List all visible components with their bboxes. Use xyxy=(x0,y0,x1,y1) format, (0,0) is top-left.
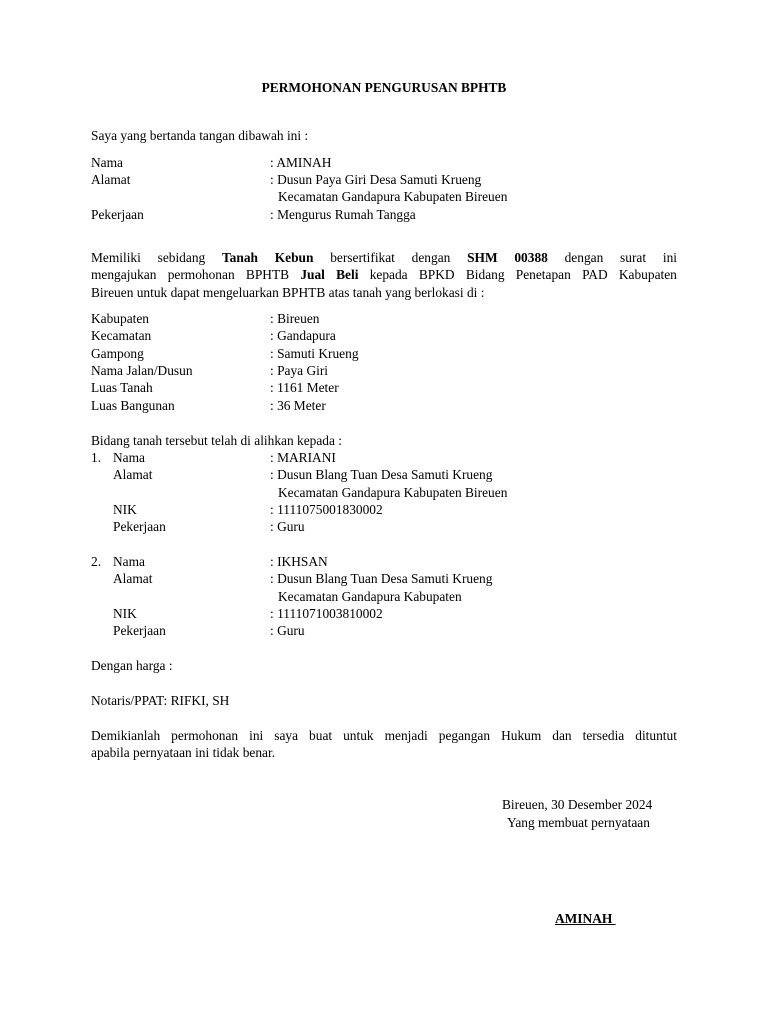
recipient-2-pekerjaan-label: Pekerjaan xyxy=(113,623,166,638)
paragraph-word: BPKD xyxy=(418,267,455,282)
closing-line-2: apabila pernyataan ini tidak benar. xyxy=(91,745,276,760)
kecamatan-value: : Gandapura xyxy=(270,328,336,343)
closing-word: tersedia xyxy=(582,728,625,743)
paragraph-word: Bidang xyxy=(465,267,505,282)
signature-role: Yang membuat pernyataan xyxy=(507,815,650,830)
transfer-intro: Bidang tanah tersebut telah di alihkan kepada : xyxy=(91,433,342,448)
kabupaten-label: Kabupaten xyxy=(91,311,150,326)
recipient-2-nama-value: : IKHSAN xyxy=(270,554,328,569)
document-title: PERMOHONAN PENGURUSAN BPHTB xyxy=(261,80,507,95)
transaction-type-bold: Jual Beli xyxy=(300,267,359,282)
closing-word: menjadi xyxy=(384,728,428,743)
closing-word: ini xyxy=(249,728,264,743)
recipient-1-nama-label: Nama xyxy=(113,450,145,465)
paragraph-word: Penetapan xyxy=(515,267,571,282)
recipient-1-nama-value: : MARIANI xyxy=(270,450,336,465)
closing-word: dan xyxy=(552,728,572,743)
closing-word: permohonan xyxy=(171,728,239,743)
applicant-nama-value: : AMINAH xyxy=(270,155,332,170)
applicant-nama-label: Nama xyxy=(91,155,123,170)
recipient-1-alamat-value-2: Kecamatan Gandapura Kabupaten Bireuen xyxy=(278,485,508,500)
closing-word: buat xyxy=(309,728,333,743)
recipient-2-nama-label: Nama xyxy=(113,554,145,569)
paragraph-line-3: Bireuen untuk dapat mengeluarkan BPHTB atas tanah yang berlokasi di : xyxy=(91,285,485,300)
applicant-alamat-value-2: Kecamatan Gandapura Kabupaten Bireuen xyxy=(278,189,508,204)
closing-word: pegangan xyxy=(438,728,491,743)
paragraph-word: surat xyxy=(620,250,647,265)
recipient-1-alamat-value-1: : Dusun Blang Tuan Desa Samuti Krueng xyxy=(270,467,493,482)
recipient-1-pekerjaan-value: : Guru xyxy=(270,519,305,534)
recipient-1-nik-value: : 1111075001830002 xyxy=(270,502,383,517)
recipient-1-pekerjaan-label: Pekerjaan xyxy=(113,519,166,534)
paragraph-word: mengajukan xyxy=(91,267,157,282)
paragraph-word: kepada xyxy=(369,267,408,282)
recipient-2-pekerjaan-value: : Guru xyxy=(270,623,305,638)
kecamatan-label: Kecamatan xyxy=(91,328,152,343)
paragraph-word: permohonan xyxy=(167,267,235,282)
paragraph-word: BPHTB xyxy=(245,267,290,282)
paragraph-word: sebidang xyxy=(157,250,206,265)
paragraph-word: dengan xyxy=(564,250,604,265)
paragraph-word: dengan xyxy=(411,250,451,265)
closing-word: Hukum xyxy=(501,728,542,743)
intro-text: Saya yang bertanda tangan dibawah ini : xyxy=(91,128,309,143)
paragraph-word: Memiliki xyxy=(91,250,141,265)
gampong-label: Gampong xyxy=(91,346,144,361)
applicant-alamat-label: Alamat xyxy=(91,172,131,187)
harga-text: Dengan harga : xyxy=(91,658,173,673)
luas-bangunan-value: : 36 Meter xyxy=(270,398,326,413)
land-type-bold: Tanah Kebun xyxy=(221,250,314,265)
recipient-2-alamat-value-2: Kecamatan Gandapura Kabupaten xyxy=(278,589,462,604)
paragraph-word: bersertifikat xyxy=(330,250,395,265)
jalan-value: : Paya Giri xyxy=(270,363,329,378)
luas-bangunan-label: Luas Bangunan xyxy=(91,398,175,413)
applicant-pekerjaan-value: : Mengurus Rumah Tangga xyxy=(270,207,416,222)
signature-name: AMINAH xyxy=(555,911,616,926)
recipient-1-alamat-label: Alamat xyxy=(113,467,153,482)
recipient-2-alamat-label: Alamat xyxy=(113,571,153,586)
closing-line-1 xyxy=(91,727,677,744)
jalan-label: Nama Jalan/Dusun xyxy=(91,363,193,378)
certificate-number-bold: SHM 00388 xyxy=(467,250,548,265)
closing-word: saya xyxy=(274,728,299,743)
closing-word: untuk xyxy=(343,728,374,743)
recipient-1-number: 1. xyxy=(91,450,102,465)
recipient-2-number: 2. xyxy=(91,554,102,569)
paragraph-line-2 xyxy=(91,266,677,283)
applicant-pekerjaan-label: Pekerjaan xyxy=(91,207,144,222)
signature-place-date: Bireuen, 30 Desember 2024 xyxy=(502,797,653,812)
closing-word: dituntut xyxy=(635,728,677,743)
gampong-value: : Samuti Krueng xyxy=(270,346,359,361)
recipient-2-nik-label: NIK xyxy=(113,606,137,621)
paragraph-word: Kabupaten xyxy=(618,267,677,282)
luas-tanah-value: : 1161 Meter xyxy=(270,380,339,395)
luas-tanah-label: Luas Tanah xyxy=(91,380,153,395)
recipient-1-nik-label: NIK xyxy=(113,502,137,517)
paragraph-line-1 xyxy=(91,249,677,266)
paragraph-word: PAD xyxy=(582,267,608,282)
kabupaten-value: : Bireuen xyxy=(270,311,320,326)
paragraph-word: ini xyxy=(662,250,677,265)
recipient-2-nik-value: : 1111071003810002 xyxy=(270,606,383,621)
closing-word: Demikianlah xyxy=(91,728,161,743)
recipient-2-alamat-value-1: : Dusun Blang Tuan Desa Samuti Krueng xyxy=(270,571,493,586)
notaris-text: Notaris/PPAT: RIFKI, SH xyxy=(91,693,230,708)
applicant-alamat-value-1: : Dusun Paya Giri Desa Samuti Krueng xyxy=(270,172,482,187)
